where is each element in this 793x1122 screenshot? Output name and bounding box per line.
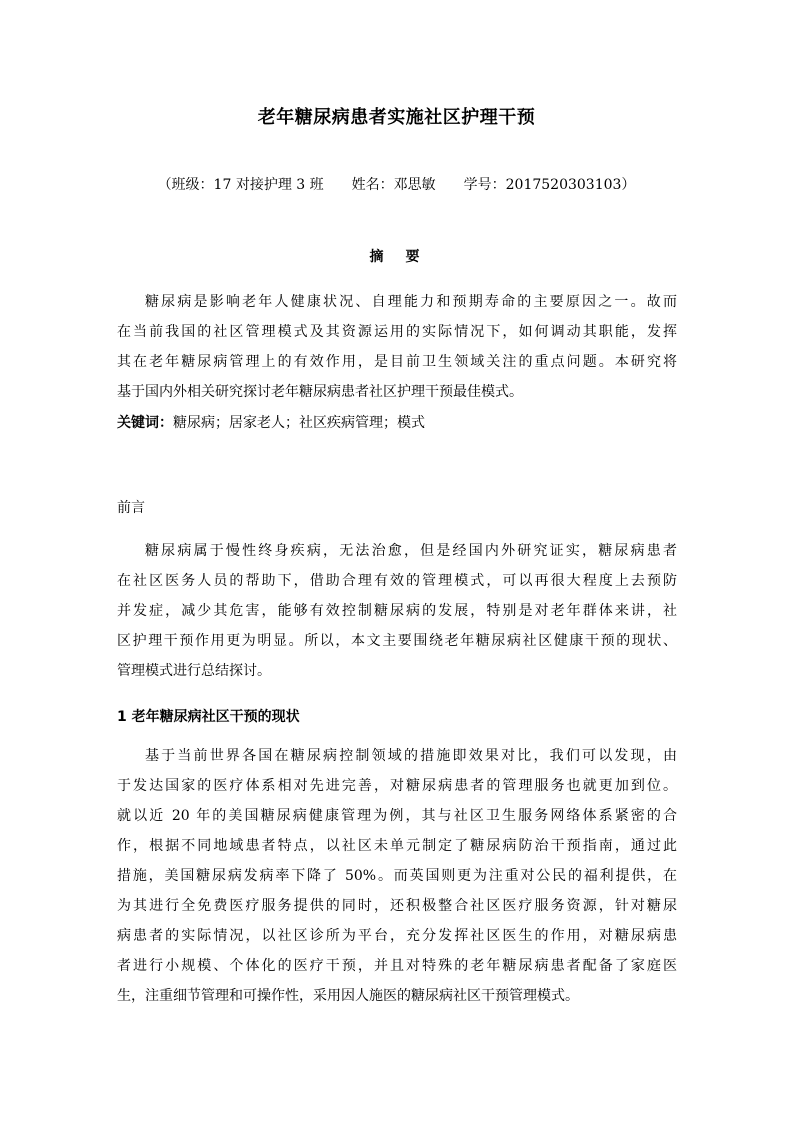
- section-1-line: 作，根据不同地域患者特点，以社区未单元制定了糖尿病防治干预指南，通过此: [117, 838, 677, 854]
- preface-heading: 前言: [117, 500, 145, 516]
- abstract-paragraph: [117, 287, 677, 407]
- author-byline: （班级：17 对接护理 3 班 姓名：邓思敏 学号：2017520303103）: [157, 177, 636, 193]
- section-1-heading: 1 老年糖尿病社区干预的现状: [117, 709, 300, 725]
- abstract-line: 基于国内外相关研究探讨老年糖尿病患者社区护理干预最佳模式。: [117, 384, 523, 400]
- section-1-line: 就以近 20 年的美国糖尿病健康管理为例，其与社区卫生服务网络体系紧密的合: [117, 808, 677, 824]
- section-1-line: 生，注重细节管理和可操作性，采用因人施医的糖尿病社区干预管理模式。: [117, 988, 579, 1004]
- section-1-line: 为其进行全免费医疗服务提供的同时，还积极整合社区医疗服务资源，针对糖尿: [117, 898, 677, 914]
- preface-line: 管理模式进行总结探讨。: [117, 663, 271, 679]
- keywords-label: 关键词：: [117, 415, 173, 431]
- preface-paragraph: [117, 536, 677, 686]
- section-1-line: 于发达国家的医疗体系相对先进完善，对糖尿病患者的管理服务也就更加到位。: [117, 778, 677, 794]
- document-title: 老年糖尿病患者实施社区护理干预: [257, 107, 536, 128]
- section-1-line: 措施，美国糖尿病发病率下降了 50%。而英国则更为注重对公民的福利提供，在: [117, 868, 677, 884]
- preface-line: 区护理干预作用更为明显。所以，本文主要围绕老年糖尿病社区健康干预的现状、: [117, 633, 677, 649]
- keywords-line: [117, 410, 677, 436]
- keywords-text: 糖尿病；居家老人；社区疾病管理；模式: [173, 415, 425, 431]
- abstract-line: 在当前我国的社区管理模式及其资源运用的实际情况下，如何调动其职能，发挥: [117, 324, 677, 340]
- section-1-line: 基于当前世界各国在糖尿病控制领域的措施即效果对比，我们可以发现，由: [145, 748, 677, 764]
- section-1-paragraph: [117, 741, 677, 1011]
- preface-line: 糖尿病属于慢性终身疾病，无法治愈，但是经国内外研究证实，糖尿病患者: [145, 543, 677, 559]
- abstract-line: 其在老年糖尿病管理上的有效作用，是目前卫生领域关注的重点问题。本研究将: [117, 354, 677, 370]
- abstract-heading: 摘 要: [369, 249, 424, 265]
- preface-line: 并发症，减少其危害，能够有效控制糖尿病的发展，特别是对老年群体来讲，社: [117, 603, 677, 619]
- section-1-line: 者进行小规模、个体化的医疗干预，并且对特殊的老年糖尿病患者配备了家庭医: [117, 958, 677, 974]
- abstract-line: 糖尿病是影响老年人健康状况、自理能力和预期寿命的主要原因之一。故而: [145, 294, 677, 310]
- section-1-line: 病患者的实际情况，以社区诊所为平台，充分发挥社区医生的作用，对糖尿病患: [117, 928, 677, 944]
- preface-line: 在社区医务人员的帮助下，借助合理有效的管理模式，可以再很大程度上去预防: [117, 573, 677, 589]
